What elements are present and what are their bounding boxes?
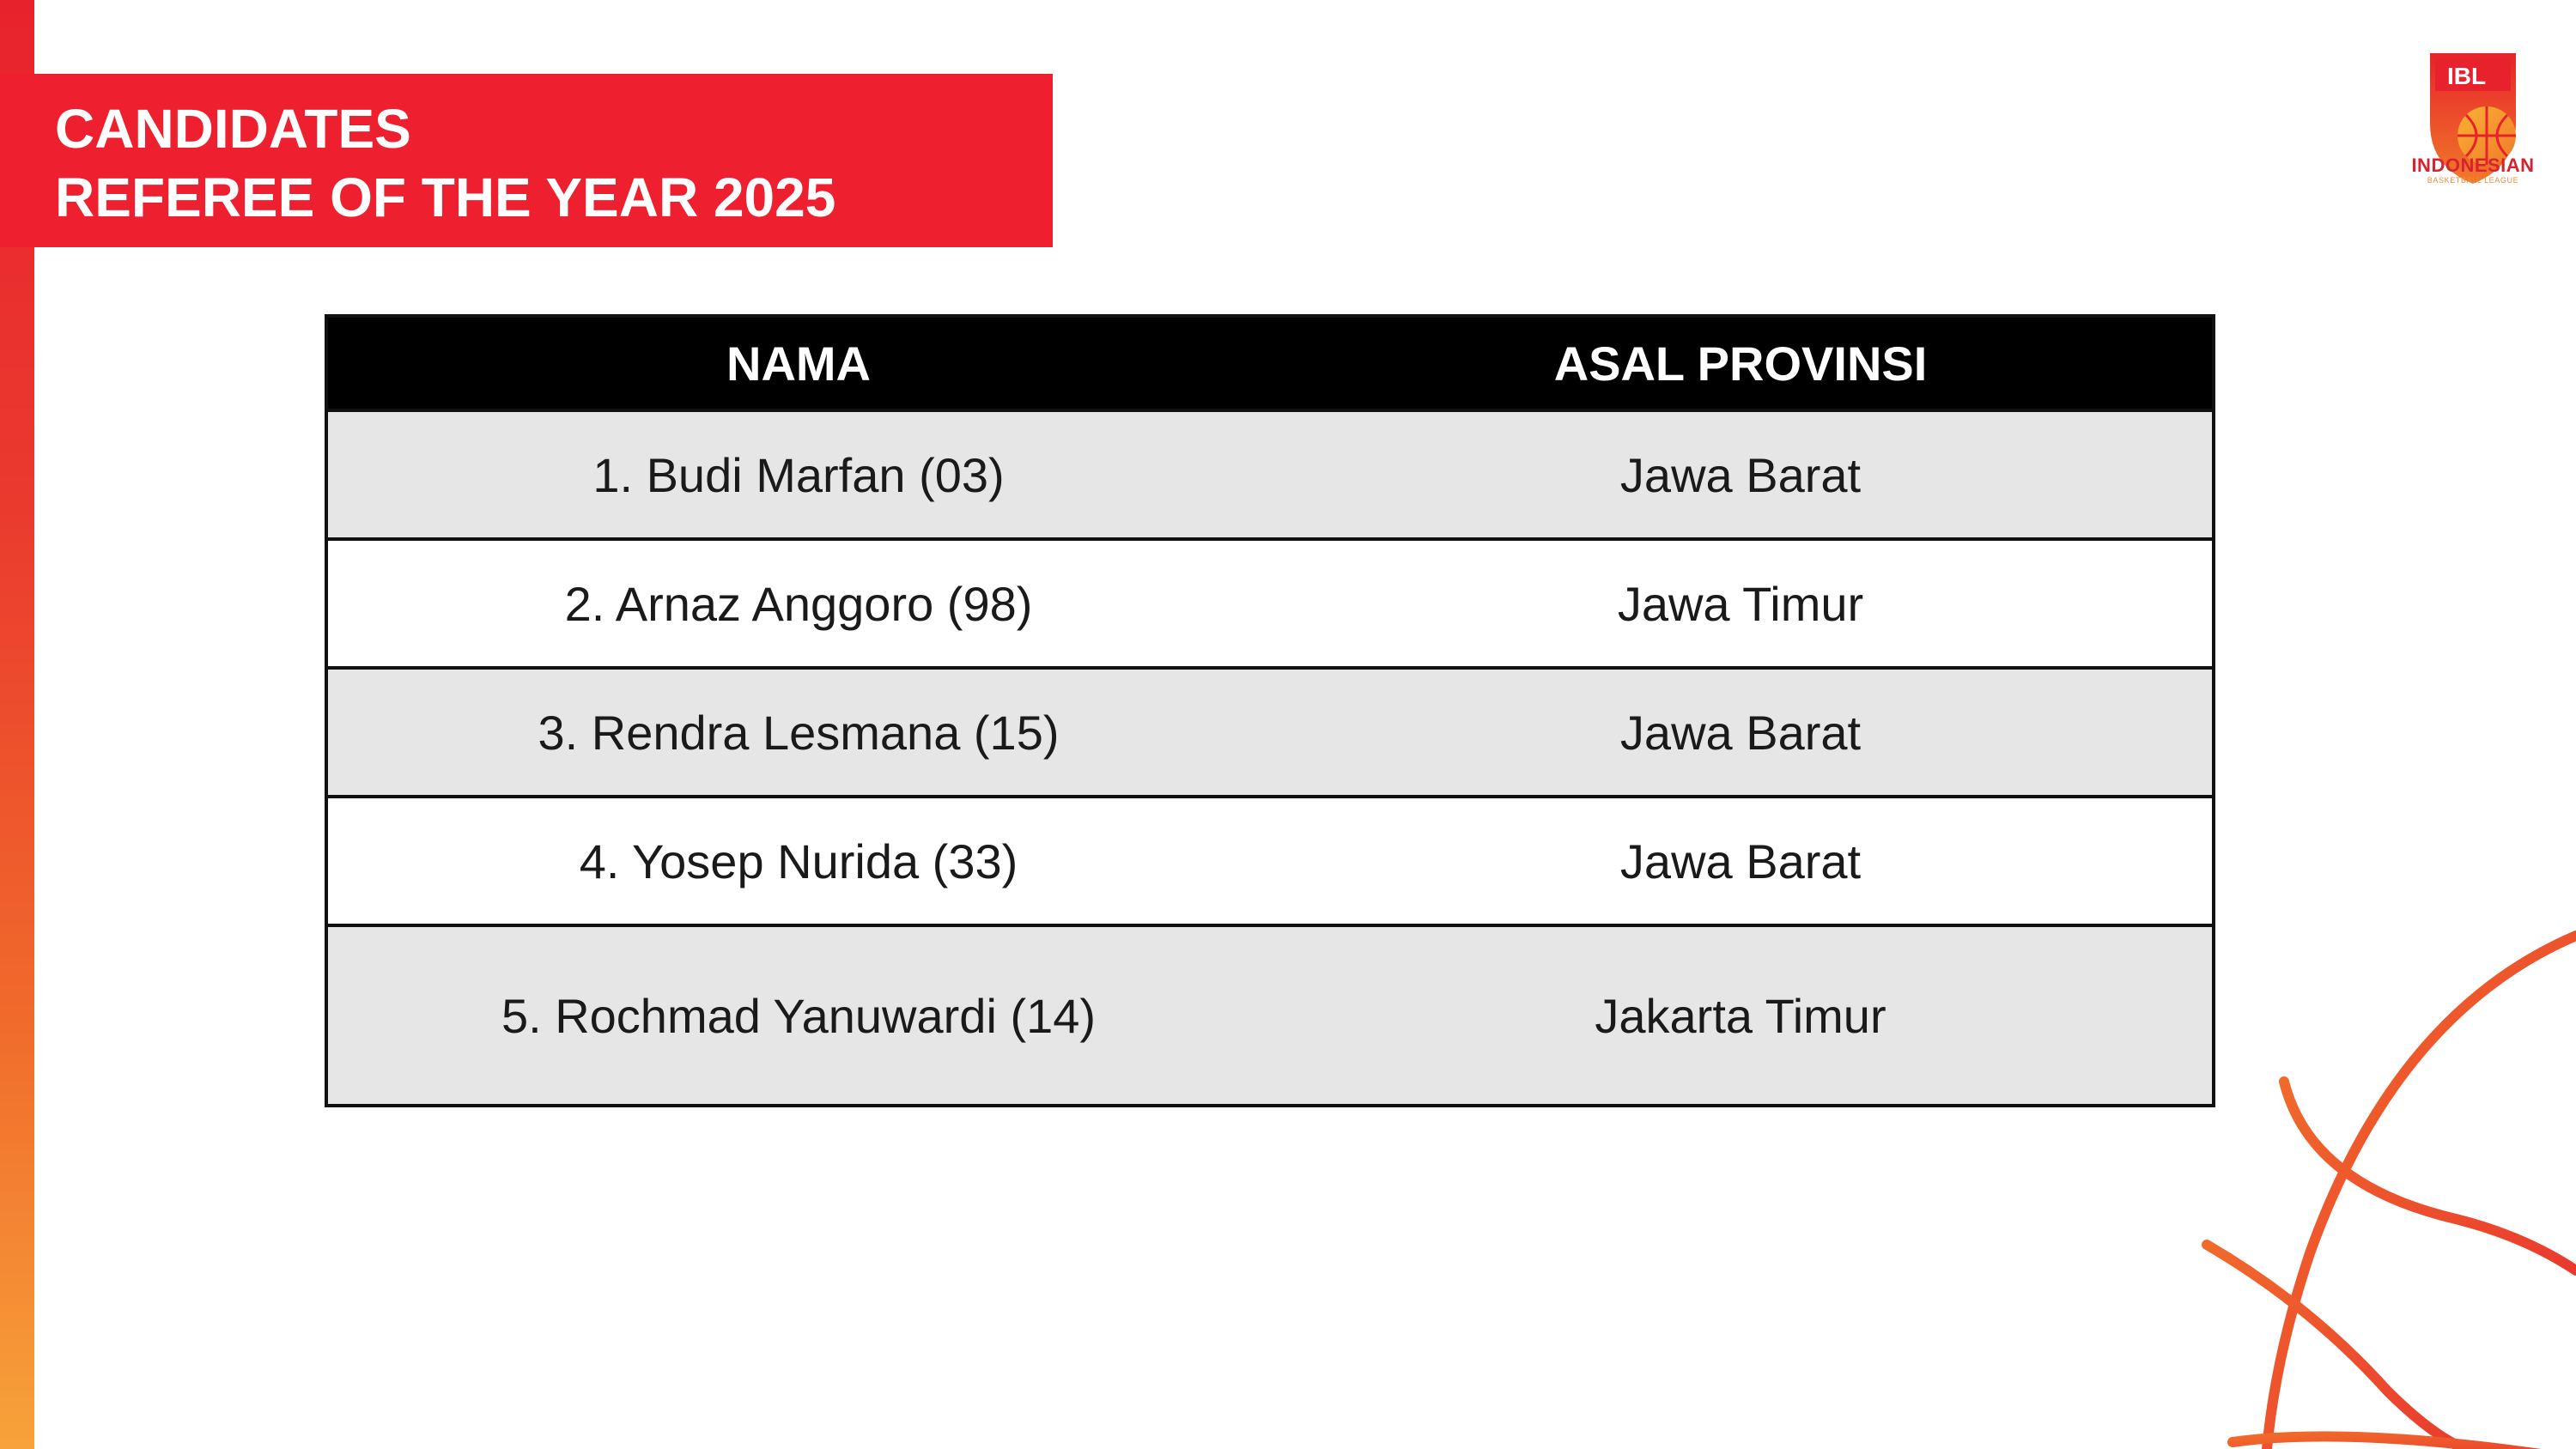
candidate-province: Jawa Barat [1269, 410, 2214, 539]
candidate-province: Jawa Barat [1269, 797, 2214, 925]
table-row [326, 925, 2214, 1106]
basketball-decoration-icon [2181, 910, 2576, 1449]
column-header-province: ASAL PROVINSI [1269, 316, 2214, 410]
column-header-name: NAMA [326, 316, 1269, 410]
candidates-table [325, 314, 2215, 1107]
candidate-name: 1. Budi Marfan (03) [326, 410, 1269, 539]
table-header-row [326, 316, 2214, 410]
candidate-province: Jakarta Timur [1269, 925, 2214, 1106]
table-row [326, 668, 2214, 797]
candidate-name: 2. Arnaz Anggoro (98) [326, 539, 1269, 668]
table-row [326, 539, 2214, 668]
table-row [326, 797, 2214, 925]
logo-name: INDONESIAN [2411, 155, 2535, 176]
title-line-2: REFEREE OF THE YEAR 2025 [55, 167, 836, 228]
candidate-name: 3. Rendra Lesmana (15) [326, 668, 1269, 797]
candidate-name: 4. Yosep Nurida (33) [326, 797, 1269, 925]
title-line-1: CANDIDATES [55, 98, 411, 160]
candidate-name: 5. Rochmad Yanuwardi (14) [326, 925, 1269, 1106]
table-row [326, 410, 2214, 539]
logo-subtitle: BASKETBALL LEAGUE [2427, 176, 2519, 185]
title-banner [0, 74, 1053, 247]
candidate-province: Jawa Timur [1269, 539, 2214, 668]
logo-badge-text: IBL [2447, 63, 2487, 89]
candidate-province: Jawa Barat [1269, 668, 2214, 797]
